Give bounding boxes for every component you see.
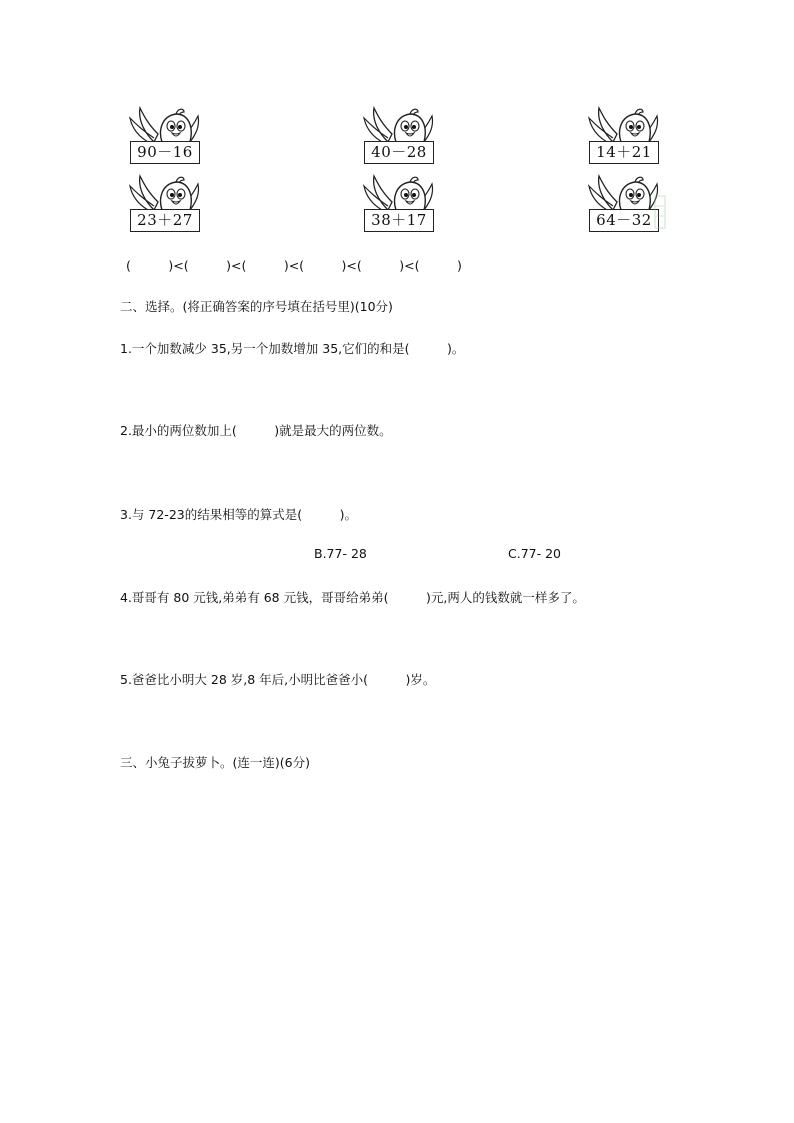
bird-card-6: [583, 174, 663, 234]
expression-3: 14＋21: [589, 141, 659, 164]
bird-card-2: [358, 106, 438, 166]
order-blanks: ( )<( )<( )<( )<( )<( ): [126, 258, 462, 273]
question-2: 2.最小的两位数加上( )就是最大的两位数。: [120, 423, 392, 438]
question-1: 1.一个加数减少 35,另一个加数增加 35,它们的和是( )。: [120, 341, 465, 356]
expression-1: 90－16: [130, 141, 200, 164]
expression-6: 64－32: [589, 209, 659, 232]
bird-icon: [124, 106, 204, 146]
expression-4: 23＋27: [130, 209, 200, 232]
section2-title: 二、选择。(将正确答案的序号填在括号里)(10分): [120, 299, 393, 314]
bird-icon: [358, 106, 438, 146]
bird-card-4: [124, 174, 204, 234]
bird-icon: [583, 106, 663, 146]
question-3-option-b: B.77- 28: [314, 546, 367, 561]
bird-card-5: [358, 174, 438, 234]
section3-title: 三、小兔子拔萝卜。(连一连)(6分): [120, 755, 310, 770]
question-3-option-c: C.77- 20: [508, 546, 561, 561]
watermark-icon: [652, 194, 668, 230]
bird-card-3: [583, 106, 663, 166]
question-3: 3.与 72-23的结果相等的算式是( )。: [120, 507, 357, 522]
expression-2: 40－28: [364, 141, 434, 164]
question-5: 5.爸爸比小明大 28 岁,8 年后,小明比爸爸小( )岁。: [120, 672, 436, 687]
bird-icon: [124, 174, 204, 214]
question-4: 4.哥哥有 80 元钱,弟弟有 68 元钱，哥哥给弟弟( )元,两人的钱数就一样多了。: [120, 590, 585, 605]
bird-card-1: [124, 106, 204, 166]
bird-icon: [583, 174, 663, 214]
bird-icon: [358, 174, 438, 214]
expression-5: 38＋17: [364, 209, 434, 232]
